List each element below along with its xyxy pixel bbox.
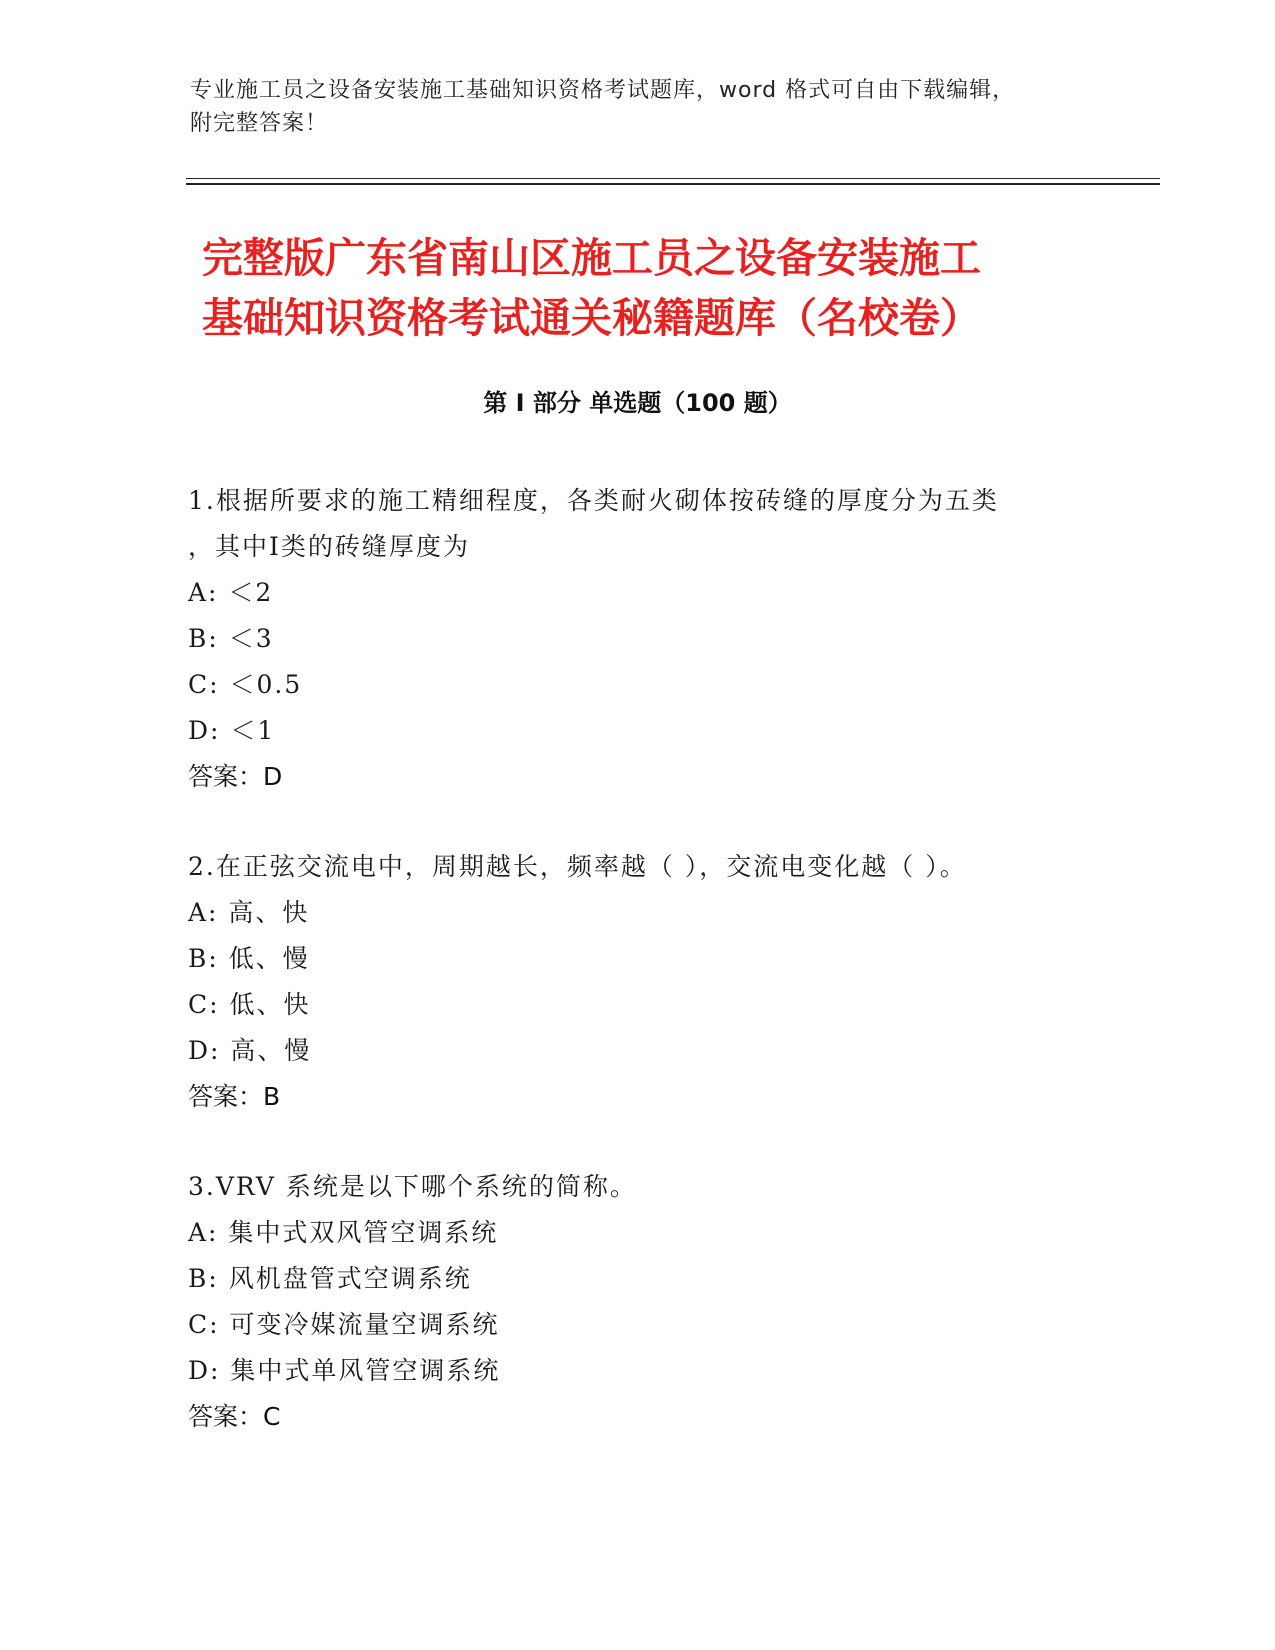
option-a: A: ＜2 — [188, 578, 274, 607]
question-stem: 1.根据所要求的施工精细程度，各类耐火砌体按砖缝的厚度分为五类 — [188, 486, 999, 515]
question-stem: 2.在正弦交流电中，周期越长，频率越（ ），交流电变化越（ ）。 — [188, 852, 967, 881]
header-note-line-2: 附完整答案！ — [190, 111, 329, 136]
header-divider-thick — [186, 183, 1160, 185]
document-title-line-2: 基础知识资格考试通关秘籍题库（名校卷） — [202, 294, 981, 342]
header-divider-thin — [186, 178, 1160, 179]
question-list — [188, 478, 1088, 1484]
document-title — [202, 228, 1102, 348]
option-d: D: ＜1 — [188, 716, 276, 745]
option-a: A: 集中式双风管空调系统 — [188, 1218, 499, 1247]
question-2 — [188, 844, 1088, 1120]
option-d: D: 集中式单风管空调系统 — [188, 1356, 501, 1385]
option-c: C: 可变冷媒流量空调系统 — [188, 1310, 500, 1339]
option-b: B: ＜3 — [188, 624, 274, 653]
answer: 答案：D — [188, 762, 283, 791]
option-c: C: ＜0.5 — [188, 670, 303, 699]
header-note — [190, 74, 1070, 140]
section-heading: 第 I 部分 单选题（100 题） — [483, 389, 792, 417]
option-b: B: 低、慢 — [188, 944, 310, 973]
option-b: B: 风机盘管式空调系统 — [188, 1264, 472, 1293]
question-3 — [188, 1164, 1088, 1440]
option-d: D: 高、慢 — [188, 1036, 312, 1065]
header-note-line-1: 专业施工员之设备安装施工基础知识资格考试题库，word 格式可自由下载编辑， — [190, 78, 1016, 103]
option-a: A: 高、快 — [188, 898, 310, 927]
question-stem-continued: ，其中Ⅰ类的砖缝厚度为 — [188, 532, 470, 561]
answer: 答案：B — [188, 1082, 281, 1111]
document-title-line-1: 完整版广东省南山区施工员之设备安装施工 — [202, 234, 981, 282]
answer: 答案：C — [188, 1402, 281, 1431]
option-c: C: 低、快 — [188, 990, 311, 1019]
question-1 — [188, 478, 1088, 800]
question-stem: 3.VRV 系统是以下哪个系统的简称。 — [188, 1172, 637, 1201]
